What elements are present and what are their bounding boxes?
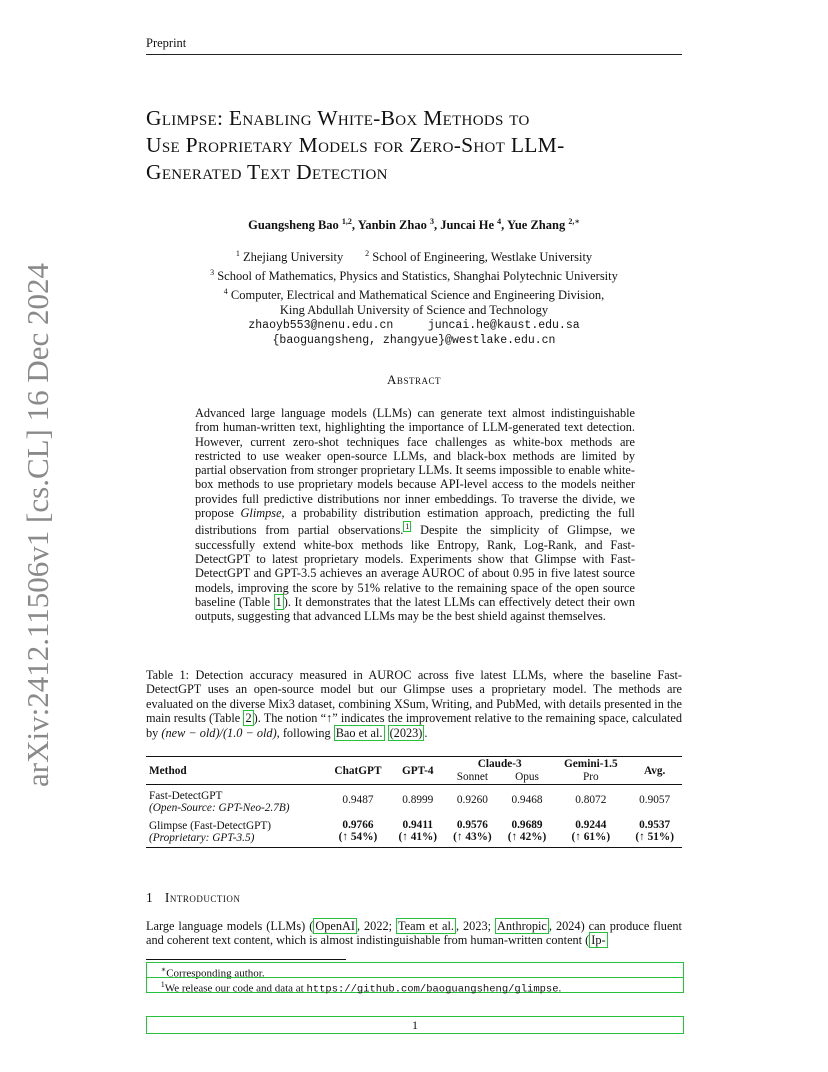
footnote-text: We release our code and data at bbox=[164, 982, 307, 995]
footnote-text: . bbox=[558, 982, 562, 995]
affil-mark: 2 bbox=[365, 249, 370, 258]
table-cell bbox=[390, 815, 445, 848]
abstract-text: , a probability distribution estimation approach, predicting the full distributions from partial observations. bbox=[195, 506, 635, 538]
email-line: {baoguangsheng, zhangyue}@westlake.edu.cn bbox=[272, 334, 556, 348]
author-name: Yue Zhang bbox=[506, 218, 566, 233]
table-cell: 0.8072 bbox=[575, 794, 607, 806]
citation-link[interactable]: Bao et al. bbox=[335, 725, 383, 740]
footnote-url-link[interactable]: https://github.com/baoguangsheng/glimpse bbox=[306, 983, 559, 996]
section-number: 1 bbox=[146, 890, 154, 905]
cell-gain: (↑ 43%) bbox=[453, 831, 492, 843]
title-line-2: Use Proprietary Models for Zero-Shot LLM- bbox=[146, 133, 565, 157]
email: zhaoyb553@nenu.edu.cn bbox=[248, 319, 394, 333]
table-cell: 0.9468 bbox=[511, 794, 543, 806]
table-subheader: Sonnet bbox=[456, 771, 489, 783]
affil-mark: 1 bbox=[235, 249, 240, 258]
author-name: Yanbin Zhao bbox=[357, 218, 427, 233]
cell-value: 0.9244 bbox=[575, 819, 607, 831]
arxiv-stamp: arXiv:2412.11506v1 [cs.CL] 16 Dec 2024 bbox=[20, 262, 55, 787]
caption-text: , following bbox=[276, 725, 334, 740]
footnote-code-release[interactable] bbox=[146, 977, 684, 996]
footnote-text: Corresponding author. bbox=[166, 967, 265, 980]
cell-gain: (↑ 61%) bbox=[571, 831, 611, 843]
email-line bbox=[146, 318, 682, 333]
table-ref-link[interactable]: 1 bbox=[275, 594, 282, 609]
table-cell bbox=[146, 815, 325, 848]
table-header: Method bbox=[149, 764, 187, 777]
method-name: Glimpse (Fast-DetectGPT) bbox=[149, 820, 272, 832]
method-note: (Open-Source: GPT-Neo-2.7B) bbox=[149, 802, 290, 814]
email: juncai.he@kaust.edu.sa bbox=[427, 319, 580, 333]
page-number[interactable]: 1 bbox=[146, 1016, 684, 1034]
cell-gain: (↑ 51%) bbox=[635, 831, 674, 843]
section-title: Introduction bbox=[164, 890, 241, 905]
table-cell bbox=[146, 785, 325, 816]
table-cell bbox=[500, 815, 555, 848]
table-cell bbox=[445, 815, 500, 848]
cell-value: 0.9689 bbox=[511, 819, 543, 831]
caption-formula: (new − old)/(1.0 − old) bbox=[161, 725, 277, 740]
affil-text: Computer, Electrical and Mathematical Science and Engineering Division, bbox=[230, 288, 605, 303]
table-cell: 0.9487 bbox=[342, 794, 374, 806]
abstract-text: ). It demonstrates that the latest LLMs can effectively detect their own outputs, suggesting that advanced LLMs may be the best shield against themselves. bbox=[195, 594, 636, 624]
cell-value: 0.9576 bbox=[456, 819, 488, 831]
affiliation-line bbox=[146, 284, 682, 303]
citation-link[interactable]: Ip- bbox=[591, 933, 606, 948]
author-affil: 4 bbox=[497, 217, 502, 226]
author-affil: 3 bbox=[429, 217, 434, 226]
table-cell: 0.8999 bbox=[402, 794, 434, 806]
citation-year: , 2022 bbox=[356, 919, 389, 933]
cell-value: 0.9766 bbox=[342, 819, 374, 831]
table-subheader: Opus bbox=[515, 771, 539, 783]
author-affil: 2,∗ bbox=[568, 217, 580, 226]
footnote-mark: 1 bbox=[160, 980, 165, 989]
affiliation-line bbox=[146, 246, 682, 265]
author-list: Guangsheng Bao $^{1,2}$, Yanbin Zhao $^3$, Juncai He $^4$, Yue Zhang $^{2,∗}$ bbox=[248, 217, 580, 233]
table-subheader: Pro bbox=[582, 771, 599, 783]
table-cell: 0.9057 bbox=[639, 794, 671, 806]
results-table bbox=[146, 756, 682, 848]
table-row bbox=[146, 785, 682, 816]
cell-gain: (↑ 41%) bbox=[398, 831, 438, 843]
table-caption bbox=[146, 668, 682, 740]
title-line-1: Glimpse: Enabling White-Box Methods to bbox=[146, 106, 530, 130]
citation-year: , 2024 bbox=[548, 919, 581, 933]
affil-text: School of Mathematics, Physics and Statistics, Shanghai Polytechnic University bbox=[217, 269, 618, 284]
intro-text: ) can produce fluent and coherent text content, which is almost indistinguishable from human-written content ( bbox=[146, 919, 682, 948]
method-name: Fast-DetectGPT bbox=[149, 790, 223, 802]
citation-link[interactable]: Team et al. bbox=[398, 919, 454, 933]
caption-text: Table 1: Detection accuracy measured in AUROC across five latest LLMs, where the baseline Fast-DetectGPT uses an open-source model but our Glimpse uses a proprietary model. The methods are evaluated on the diverse Mix3 dataset, combining XSum, Writing, and PubMed, with details presented in the main results (Table bbox=[146, 668, 682, 726]
footnote-corresponding[interactable] bbox=[146, 962, 684, 978]
citation-link[interactable]: (2023) bbox=[389, 725, 423, 740]
abstract-emphasis: Glimpse bbox=[240, 506, 282, 521]
footnote-link[interactable]: 1 bbox=[405, 522, 410, 532]
author-name: Juncai He bbox=[440, 218, 495, 233]
running-header: Preprint bbox=[146, 36, 682, 55]
affil-text: School of Engineering, Westlake University bbox=[372, 250, 593, 265]
table-ref-link[interactable]: 2 bbox=[245, 711, 252, 726]
abstract-body bbox=[195, 406, 635, 624]
footnote-rule bbox=[146, 959, 346, 960]
caption-text: ). The notion “↑” indicates the improvement relative to the remaining space, calculated by bbox=[146, 711, 682, 740]
author-name: Guangsheng Bao bbox=[248, 218, 339, 233]
abstract-text: Despite the simplicity of Glimpse, we successfully extend white-box methods like Entropy, Rank, Log-Rank, and Fast-DetectGPT to latest proprietary models. Experiments show that Glimpse with Fast-DetectGPT and GPT-3.5 achieves an average AUROC of about 0.95 in five latest source models, improving the score by 51% relative to the remaining space of the open source baseline (Table bbox=[195, 523, 635, 609]
table-cell: 0.9260 bbox=[456, 794, 488, 806]
table-cell bbox=[627, 815, 682, 848]
table-cell bbox=[325, 815, 390, 848]
abstract-heading: Abstract bbox=[387, 372, 441, 387]
abstract-text: Advanced large language models (LLMs) can generate text almost indistinguishable from human-written text, highlighting the importance of LLM-generated text detection. However, current zero-shot techniques face challenges as white-box methods are restricted to use weaker open-source LLMs, and black-box methods are limited by partial observation from stronger proprietary LLMs. It seems impossible to enable white-box methods to use proprietary models because API-level access to the models neither provides full predictive distributions nor inner embeddings. To traverse the divide, we propose bbox=[195, 406, 635, 521]
affiliation-line: King Abdullah University of Science and Technology bbox=[279, 303, 549, 318]
cell-gain: (↑ 54%) bbox=[338, 831, 378, 843]
cell-value: 0.9537 bbox=[639, 819, 671, 831]
affiliation-line bbox=[146, 265, 682, 284]
cell-value: 0.9411 bbox=[402, 819, 433, 831]
section-heading bbox=[146, 890, 240, 906]
method-note: (Proprietary: GPT-3.5) bbox=[149, 832, 255, 844]
table-header: Avg. bbox=[643, 764, 666, 777]
footnote-mark: ∗ bbox=[160, 965, 167, 974]
table-header: Claude-3 bbox=[477, 758, 522, 770]
intro-text: Large language models (LLMs) bbox=[146, 919, 310, 933]
paper-title bbox=[146, 105, 686, 186]
citation-year: , 2023 bbox=[455, 919, 488, 933]
caption-text: . bbox=[424, 725, 428, 740]
title-line-3: Generated Text Detection bbox=[146, 160, 388, 184]
affil-mark: 3 bbox=[210, 268, 215, 278]
citation-link[interactable]: OpenAI bbox=[315, 919, 355, 933]
affil-mark: 4 bbox=[223, 287, 228, 297]
table-header: Gemini-1.5 bbox=[563, 758, 618, 770]
table-row bbox=[146, 815, 682, 848]
affiliations bbox=[146, 246, 682, 348]
affil-text: Zhejiang University bbox=[242, 250, 344, 265]
intro-paragraph: Large language models (LLMs) ( OpenAI , 2022; Team et al. , 2023; Anthropic , 2024) can produce fluent and coherent text content, which is almost indistinguishable from human-written content ( Ip- bbox=[146, 919, 682, 948]
author-affil: 1,2 bbox=[341, 217, 352, 226]
cell-gain: (↑ 42%) bbox=[507, 831, 547, 843]
table-header: ChatGPT bbox=[334, 764, 382, 777]
citation-link[interactable]: Anthropic bbox=[497, 919, 547, 933]
table-header: GPT-4 bbox=[401, 764, 434, 777]
table-cell bbox=[554, 815, 627, 848]
